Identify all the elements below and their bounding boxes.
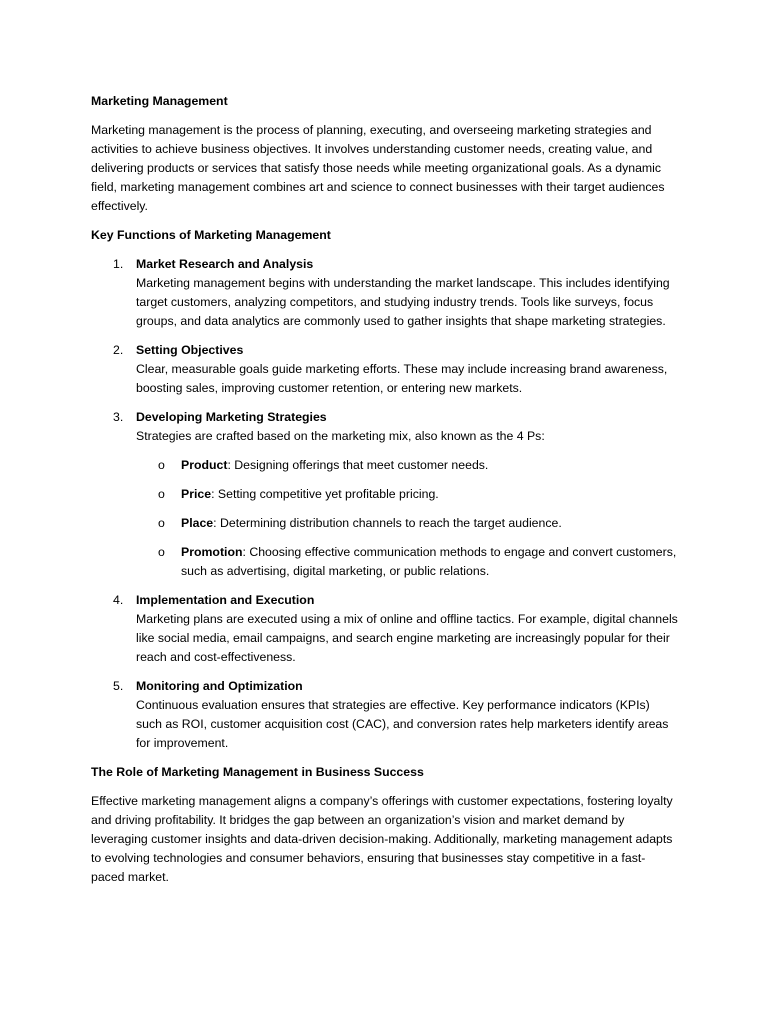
document-title: Marketing Management <box>91 94 228 108</box>
four-ps-text: : Designing offerings that meet customer needs. <box>227 458 489 472</box>
four-ps-item <box>136 456 678 475</box>
four-ps-list <box>136 456 678 581</box>
role-heading: The Role of Marketing Management in Business Success <box>91 765 424 779</box>
list-number: 4. <box>113 593 124 607</box>
list-item-title: Implementation and Execution <box>136 593 315 607</box>
functions-list <box>91 255 678 753</box>
hollow-bullet-icon: o <box>158 545 165 559</box>
four-ps-term: Promotion <box>181 545 243 559</box>
hollow-bullet-icon: o <box>158 458 165 472</box>
list-item-body: Marketing management begins with understanding the market landscape. This includes identifying target customers, analyzing competitors, and studying industry trends. Tools like surveys, focus groups, and data analytics are commonly used to gather insights that shape marketing strategies. <box>136 276 670 328</box>
list-item-body: Clear, measurable goals guide marketing efforts. These may include increasing brand awareness, boosting sales, improving customer retention, or entering new markets. <box>136 362 668 395</box>
list-item-title: Developing Marketing Strategies <box>136 410 327 424</box>
list-item-body: Continuous evaluation ensures that strategies are effective. Key performance indicators (KPIs) such as ROI, customer acquisition cost (CAC), and conversion rates help marketers identify areas for improvement. <box>136 698 669 750</box>
list-item-title: Market Research and Analysis <box>136 257 314 271</box>
list-item-body: Marketing plans are executed using a mix of online and offline tactics. For example, digital channels like social media, email campaigns, and search engine marketing are increasingly popular for their reach and cost-effectiveness. <box>136 612 678 664</box>
four-ps-item <box>136 485 678 504</box>
list-item <box>91 255 678 331</box>
list-item <box>91 591 678 667</box>
list-number: 5. <box>113 679 124 693</box>
four-ps-term: Place <box>181 516 214 530</box>
hollow-bullet-icon: o <box>158 516 165 530</box>
four-ps-term: Product <box>181 458 228 472</box>
four-ps-text: : Determining distribution channels to reach the target audience. <box>213 516 562 530</box>
list-number: 1. <box>113 257 124 271</box>
intro-paragraph: Marketing management is the process of planning, executing, and overseeing marketing strategies and activities to achieve business objectives. It involves understanding customer needs, creating value, and delivering products or services that satisfy those needs while meeting organizational goals. As a dynamic field, marketing management combines art and science to connect businesses with their target audiences effectively. <box>91 123 665 213</box>
list-item-title: Setting Objectives <box>136 343 244 357</box>
four-ps-item <box>136 514 678 533</box>
list-item-body: Strategies are crafted based on the marketing mix, also known as the 4 Ps: <box>136 429 545 443</box>
list-number: 3. <box>113 410 124 424</box>
list-item <box>91 677 678 753</box>
role-paragraph: Effective marketing management aligns a company’s offerings with customer expectations, fostering loyalty and driving profitability. It bridges the gap between an organization’s vision and market demand by leveraging customer insights and data-driven decision-making. Additionally, marketing management adapts to evolving technologies and consumer behaviors, ensuring that businesses stay competitive in a fast-paced market. <box>91 794 673 884</box>
four-ps-item <box>136 543 678 581</box>
list-item <box>91 341 678 398</box>
four-ps-term: Price <box>181 487 212 501</box>
list-number: 2. <box>113 343 124 357</box>
list-item-title: Monitoring and Optimization <box>136 679 303 693</box>
four-ps-text: : Setting competitive yet profitable pricing. <box>211 487 439 501</box>
functions-heading: Key Functions of Marketing Management <box>91 228 331 242</box>
list-item <box>91 408 678 581</box>
hollow-bullet-icon: o <box>158 487 165 501</box>
four-ps-text: : Choosing effective communication methods to engage and convert customers, such as advertising, digital marketing, or public relations. <box>181 545 677 578</box>
